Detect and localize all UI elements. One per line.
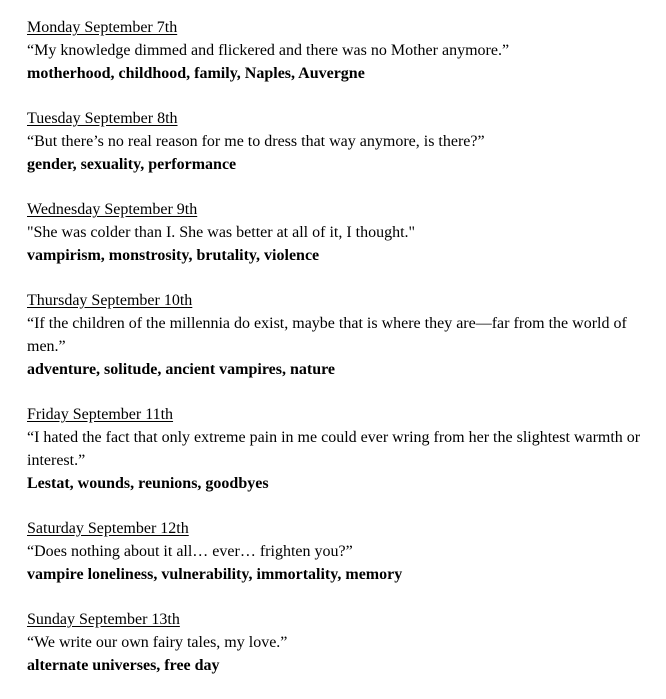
- entry-sunday: [27, 608, 647, 677]
- document-body: [27, 16, 647, 699]
- entry-thursday: [27, 289, 647, 381]
- entry-wednesday: [27, 198, 647, 267]
- entry-tags: vampirism, monstrosity, brutality, violence: [27, 247, 320, 264]
- entry-date: Wednesday September 9th: [27, 201, 198, 218]
- entry-date: Friday September 11th: [27, 406, 174, 423]
- entry-tags: alternate universes, free day: [27, 657, 220, 674]
- entry-saturday: [27, 517, 647, 586]
- entry-quote: “If the children of the millennia do exist, maybe that is where they are—far from the world of men.”: [27, 315, 627, 355]
- entry-friday: [27, 403, 647, 495]
- entry-tags: adventure, solitude, ancient vampires, nature: [27, 361, 336, 378]
- entry-quote: “Does nothing about it all… ever… frighten you?”: [27, 543, 353, 560]
- entry-quote: “We write our own fairy tales, my love.”: [27, 634, 288, 651]
- entry-date: Saturday September 12th: [27, 520, 189, 537]
- entry-tags: motherhood, childhood, family, Naples, Auvergne: [27, 65, 365, 82]
- entry-tuesday: [27, 107, 647, 176]
- entry-date: Sunday September 13th: [27, 611, 180, 628]
- entry-quote: "She was colder than I. She was better at all of it, I thought.": [27, 224, 416, 241]
- entry-tags: vampire loneliness, vulnerability, immortality, memory: [27, 566, 403, 583]
- entry-date: Thursday September 10th: [27, 292, 193, 309]
- entry-date: Monday September 7th: [27, 19, 178, 36]
- entry-monday: [27, 16, 647, 85]
- entry-tags: Lestat, wounds, reunions, goodbyes: [27, 475, 269, 492]
- entry-date: Tuesday September 8th: [27, 110, 178, 127]
- entry-quote: “I hated the fact that only extreme pain in me could ever wring from her the slightest warmth or interest.”: [27, 429, 641, 469]
- entry-quote: “But there’s no real reason for me to dress that way anymore, is there?”: [27, 133, 485, 150]
- entry-tags: gender, sexuality, performance: [27, 156, 237, 173]
- entry-quote: “My knowledge dimmed and flickered and there was no Mother anymore.”: [27, 42, 510, 59]
